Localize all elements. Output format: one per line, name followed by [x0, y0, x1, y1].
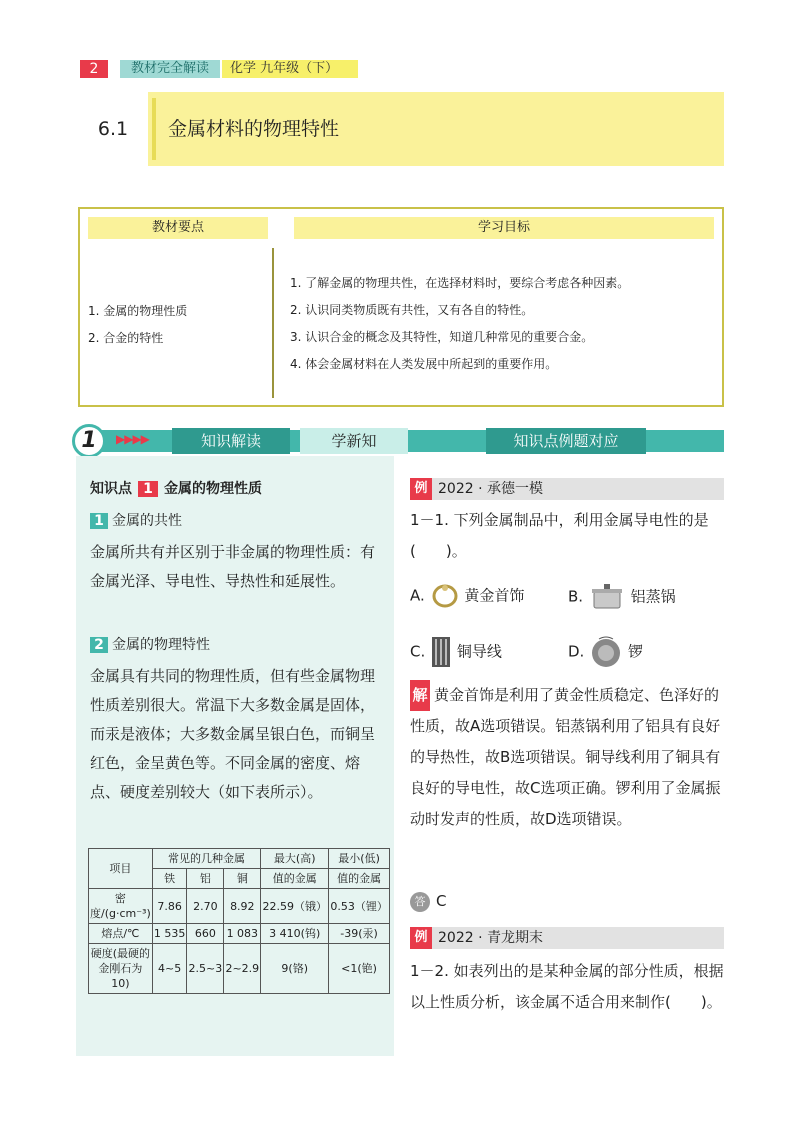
page-number: 2 — [80, 60, 108, 78]
objectives-divider — [272, 248, 274, 398]
table-cell: 7.86 — [152, 889, 187, 924]
table-header: 铁 — [152, 869, 187, 889]
option-letter: A. — [410, 586, 425, 605]
goal-item: 4. 体会金属材料在人类发展中所起到的重要作用。 — [290, 357, 558, 371]
option-d — [568, 635, 643, 669]
table-cell: 硬度(最硬的金刚石为10) — [89, 944, 153, 994]
series-label: 教材完全解读 — [120, 60, 220, 78]
goal-item: 3. 认识合金的概念及其特性，知道几种常见的重要合金。 — [290, 330, 594, 344]
table-cell: 0.53（锂） — [329, 889, 390, 924]
example-source: 2022 · 青龙期末 — [438, 930, 543, 946]
table-cell: 3 410(钨) — [261, 924, 329, 944]
explanation — [410, 680, 724, 835]
table-header: 值的金属 — [261, 869, 329, 889]
answer-text: C — [436, 892, 447, 910]
option-text: 黄金首饰 — [464, 586, 525, 605]
example-source: 2022 · 承德一模 — [438, 481, 543, 497]
table-row — [89, 944, 390, 994]
tab-knowledge: 知识解读 — [172, 428, 290, 454]
part-number-badge: 1 — [72, 424, 106, 458]
tab-examples: 知识点例题对应 — [486, 428, 646, 454]
example-tag: 例 — [410, 478, 432, 500]
metal-properties-table — [88, 848, 390, 994]
goal-item: 1. 了解金属的物理共性，在选择材料时，要综合考虑各种因素。 — [290, 276, 630, 290]
table-cell: 4~5 — [152, 944, 187, 994]
table-cell: 2.70 — [187, 889, 224, 924]
table-header: 铜 — [224, 869, 261, 889]
table-cell: 9(铬) — [261, 944, 329, 994]
option-letter: C. — [410, 642, 426, 661]
table-row — [89, 889, 390, 924]
kp-title-text: 金属的物理性质 — [164, 481, 262, 497]
sub-number: 1 — [90, 513, 108, 529]
knowledge-point-title — [90, 478, 262, 498]
table-cell: 熔点/℃ — [89, 924, 153, 944]
table-header: 值的金属 — [329, 869, 390, 889]
table-header: 最小(低) — [329, 849, 390, 869]
goal-item: 2. 认识同类物质既有共性，又有各自的特性。 — [290, 303, 534, 317]
subheading-1 — [90, 510, 182, 530]
table-header: 铝 — [187, 869, 224, 889]
sub-title: 金属的物理特性 — [112, 637, 210, 653]
sub-title: 金属的共性 — [112, 513, 182, 529]
option-letter: D. — [568, 642, 585, 661]
table-cell: 2.5~3 — [187, 944, 224, 994]
table-cell: 1 083 — [224, 924, 261, 944]
sub2-text: 金属具有共同的物理性质，但有些金属物理性质差别很大。常温下大多数金属是固体，而汞是液体；大多数金属呈银白色，而铜呈红色，金呈黄色等。不同金属的密度、熔点、硬度差别较大（如下表所示）。 — [90, 667, 376, 801]
table-cell: 2~2.9 — [224, 944, 261, 994]
point-item: 2. 合金的特性 — [88, 331, 164, 345]
table-cell: 8.92 — [224, 889, 261, 924]
table-cell: 1 535 — [152, 924, 187, 944]
table-cell: 660 — [187, 924, 224, 944]
explanation-tag: 解 — [410, 680, 430, 711]
table-cell: -39(汞) — [329, 924, 390, 944]
section-number: 6.1 — [78, 92, 148, 166]
option-c — [410, 635, 502, 669]
wire-icon — [430, 635, 452, 669]
option-text: 锣 — [627, 642, 643, 661]
table-cell: 22.59（锇） — [261, 889, 329, 924]
table-header: 项目 — [89, 849, 153, 889]
subject-label: 化学 九年级（下） — [222, 60, 358, 78]
goals-header: 学习目标 — [294, 217, 714, 239]
table-cell: 密度/(g·cm⁻³) — [89, 889, 153, 924]
table-header: 最大(高) — [261, 849, 329, 869]
table-header: 常见的几种金属 — [152, 849, 261, 869]
answer-icon: 答 — [410, 892, 430, 912]
explanation-text: 黄金首饰是利用了黄金性质稳定、色泽好的性质，故A选项错误。铝蒸锅利用了铝具有良好的导热性，故B选项错误。铜导线利用了铜具有良好的导电性，故C选项正确。锣利用了金属振动时发声的性质，故D选项错误。 — [410, 686, 721, 828]
option-letter: B. — [568, 587, 584, 606]
kp-label: 知识点 — [90, 481, 132, 497]
option-b — [568, 582, 676, 612]
points-header: 教材要点 — [88, 217, 268, 239]
option-a — [410, 582, 524, 610]
tab-learn: 学新知 — [300, 428, 408, 454]
subheading-2 — [90, 634, 210, 654]
question-text: 1－2. 如表列出的是某种金属的部分性质，根据以上性质分析，该金属不适合用来制作( )。 — [410, 962, 724, 1011]
table-row — [89, 924, 390, 944]
table-cell: <1(铯) — [329, 944, 390, 994]
section-title: 金属材料的物理特性 — [168, 118, 340, 140]
arrow-icons: ▶▶▶▶ — [116, 432, 149, 446]
banner-divider — [152, 98, 156, 160]
option-text: 铝蒸锅 — [630, 587, 676, 606]
kp-number: 1 — [138, 481, 158, 497]
ring-icon — [430, 582, 460, 610]
sub1-text: 金属所共有并区别于非金属的物理性质：有金属光泽、导电性、导热性和延展性。 — [90, 543, 376, 590]
sub-number: 2 — [90, 637, 108, 653]
pot-icon — [588, 582, 626, 612]
gong-icon — [589, 635, 623, 669]
example-tag: 例 — [410, 927, 432, 949]
question-text: 1－1. 下列金属制品中，利用金属导电性的是( )。 — [410, 511, 709, 560]
option-text: 铜导线 — [456, 642, 502, 661]
point-item: 1. 金属的物理性质 — [88, 304, 188, 318]
